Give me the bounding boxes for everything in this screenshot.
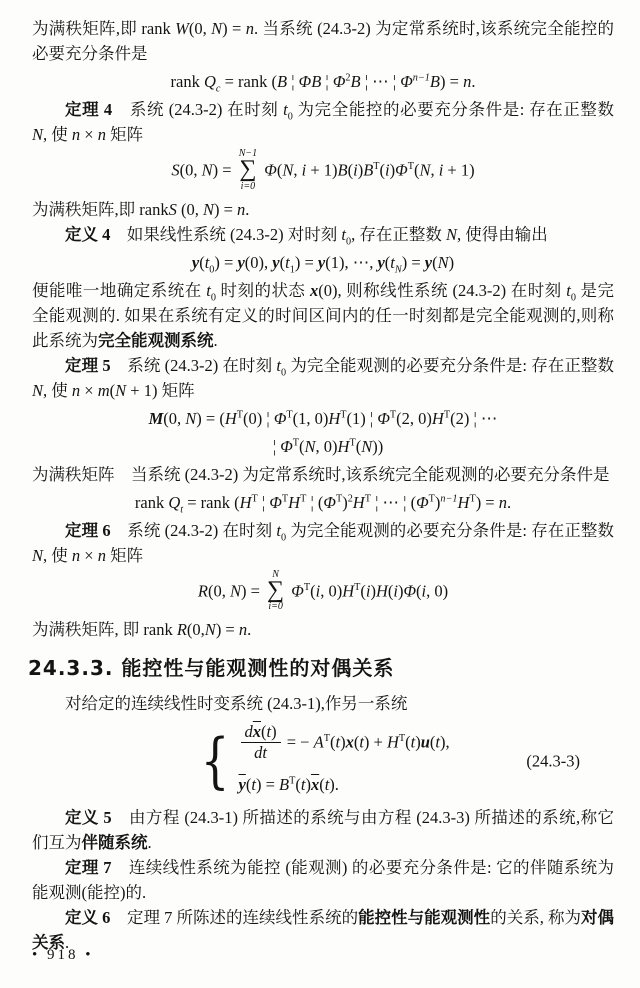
- summation-symbol: N ∑ i=0: [267, 568, 285, 613]
- output-equation: $\overline{y}(t) = B^T(t)\overline{x}(t)$.: [238, 775, 339, 795]
- para-theorem-4: 定理 4 系统 (24.3-2) 在时刻 $t_0$ 为完全能控的必要充分条件是: 存在正整数 N, 使 n × n 矩阵: [32, 100, 614, 144]
- state-equation: $\frac{d\overline{x}(t)}{dt}$ = − $A^T(t)x(t) + H^T(t)u(t)$,: [239, 724, 450, 763]
- formula-M0N-line1: M(0, $N) = (H^T(0)$ ¦ $\Phi^T(1$, $0)H^T(1)$ ¦ $\Phi^T(2$, $0)H^T(2)$ ¦ ⋯: [148, 408, 498, 428]
- para-definition-4: 定义 4 如果线性系统 (24.3-2) 对时刻 $t_0$, 存在正整数 N, 使得由输出: [65, 224, 548, 247]
- para-rank-S: 为满秩矩阵,即 rankS (0, N) = n.: [32, 199, 250, 219]
- para-theorem-7: 定理 7 连续线性系统为能控 (能观测) 的必要充分条件是: 它的伴随系统为能观测(能控)的.: [32, 858, 614, 903]
- equation-number: (24.3-3): [526, 751, 580, 771]
- equation-system-24-3-3: [32, 724, 614, 797]
- para-theorem-6: 定理 6 系统 (24.3-2) 在时刻 $t_0$ 为完全能观测的必要充分条件是: 存在正整数 N, 使 n × n 矩阵: [32, 520, 615, 565]
- para-rank-W-continuation: 为满秩矩阵,即 rank W(0, N) = n. 当系统 (24.3-2) 为定常系统时,该系统完全能控的必要充分条件是: [32, 19, 615, 63]
- left-brace: {: [201, 725, 230, 796]
- formula-R0N: R(0, N) = N ∑ i=0 $\Phi^T(i$, $0)H^T(i)H(i)\Phi(i$, 0): [197, 568, 449, 613]
- formula-rank-Qt: rank $Q_t$ = rank ($H^T$ ¦ $\Phi^TH^T$ ¦ $(\Phi^T)^2H^T$ ¦ ⋯ ¦ $(\Phi^T)^{n-1}H^T) = n$.: [134, 492, 512, 515]
- para-rank-R: 为满秩矩阵, 即 rank R(0,N) = n.: [32, 620, 252, 640]
- fraction: $\frac{d\overline{x}(t)}{dt}$: [241, 723, 281, 762]
- para-definition-6: 定义 6 定理 7 所陈述的连续线性系统的能控性与能观测性的关系, 称为对偶关系.: [32, 908, 615, 953]
- formula-rank-Qc: rank $Q_c$ = rank (B ¦ ΦB ¦ $\Phi^2B$ ¦ ⋯ ¦ $\Phi^{n-1}B) = n$.: [170, 72, 476, 95]
- formula-S0N: S(0, N) = N−1 ∑ i=0 Φ(N, $i + 1)B(i)B^T(i)\Phi^T(N$, i + 1): [171, 148, 475, 192]
- formula-outputs-y: $y(t_0) = y(0)$, $y(t_1) = y(1)$, ⋯, $y(t_N) = y(N)$: [191, 252, 455, 275]
- section-heading: 24.3.3. 能控性与能观测性的对偶关系: [28, 656, 395, 681]
- summation-symbol: N−1 ∑ i=0: [238, 148, 258, 192]
- para-definition-5: 定义 5 由方程 (24.3-1) 所描述的系统与由方程 (24.3-3) 所描述的系统,称它们互为伴随系统.: [32, 808, 615, 853]
- formula-M0N-line2: ¦ $\Phi^T(N$, $0)H^T(N)$): [272, 436, 384, 456]
- para-theorem-5: 定理 5 系统 (24.3-2) 在时刻 $t_0$ 为完全能观测的必要充分条件是: 存在正整数 N, 使 n × m(N + 1) 矩阵: [32, 355, 615, 400]
- para-observability-definition: 便能唯一地确定系统在 $t_0$ 时刻的状态 x(0), 则称线性系统 (24.3-2) 在时刻 $t_0$ 是完全能观测的. 如果在系统有定义的时间区间内的任一时刻都是完全能观测的,则称此系统为完全能观测系统.: [32, 280, 615, 350]
- page-number: • 918 •: [32, 947, 94, 963]
- page-content: [28, 16, 615, 955]
- equation-lines: [239, 724, 450, 797]
- para-rank-M: 为满秩矩阵 当系统 (24.3-2) 为定常系统时,该系统完全能观测的必要充分条件是: [32, 464, 610, 484]
- para-dual-intro: 对给定的连续线性时变系统 (24.3-1),作另一系统: [65, 694, 408, 714]
